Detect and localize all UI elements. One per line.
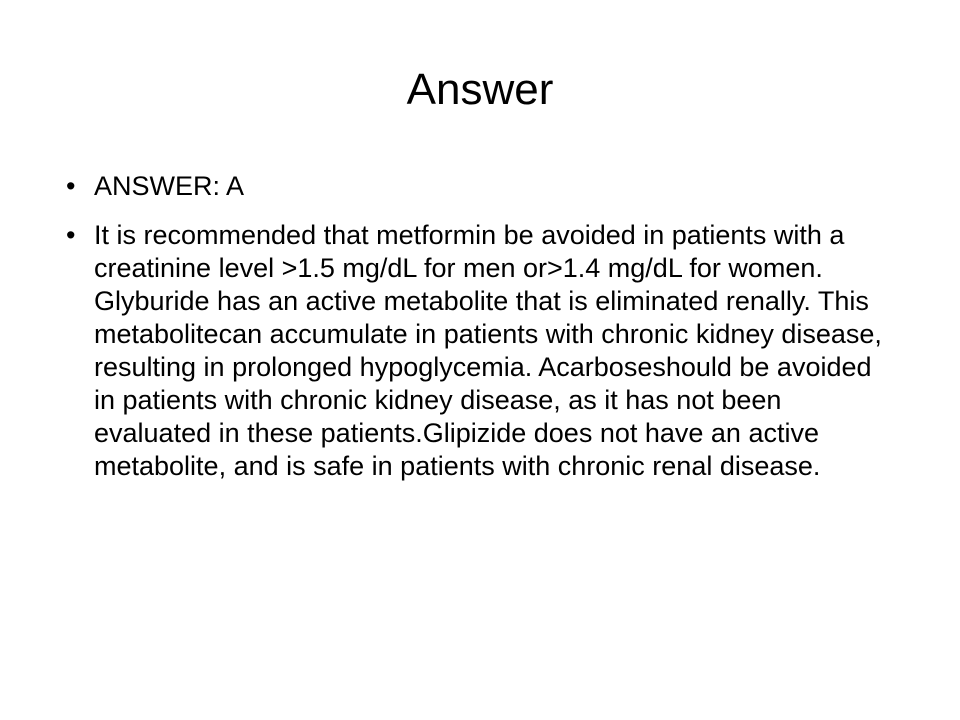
bullet-list <box>66 170 896 499</box>
bullet-text: It is recommended that metformin be avoided in patients with a creatinine level >1.5 mg/dL for men or>1.4 mg/dL for women. Glyburide has an active metabolite that is eliminated renally. This metabolitecan accumulate in patients with chronic kidney disease, resulting in prolonged hypoglycemia. Acarboseshould be avoided in patients with chronic kidney disease, as it has not been evaluated in these patients.Glipizide does not have an active metabolite, and is safe in patients with chronic renal disease. <box>94 220 882 481</box>
bullet-text: ANSWER: A <box>94 171 245 201</box>
bullet-item-answer <box>66 170 896 203</box>
bullet-dot-icon: • <box>66 220 76 250</box>
bullet-item-explanation <box>66 219 896 483</box>
bullet-dot-icon: • <box>66 171 76 201</box>
slide-title: Answer <box>406 65 554 114</box>
